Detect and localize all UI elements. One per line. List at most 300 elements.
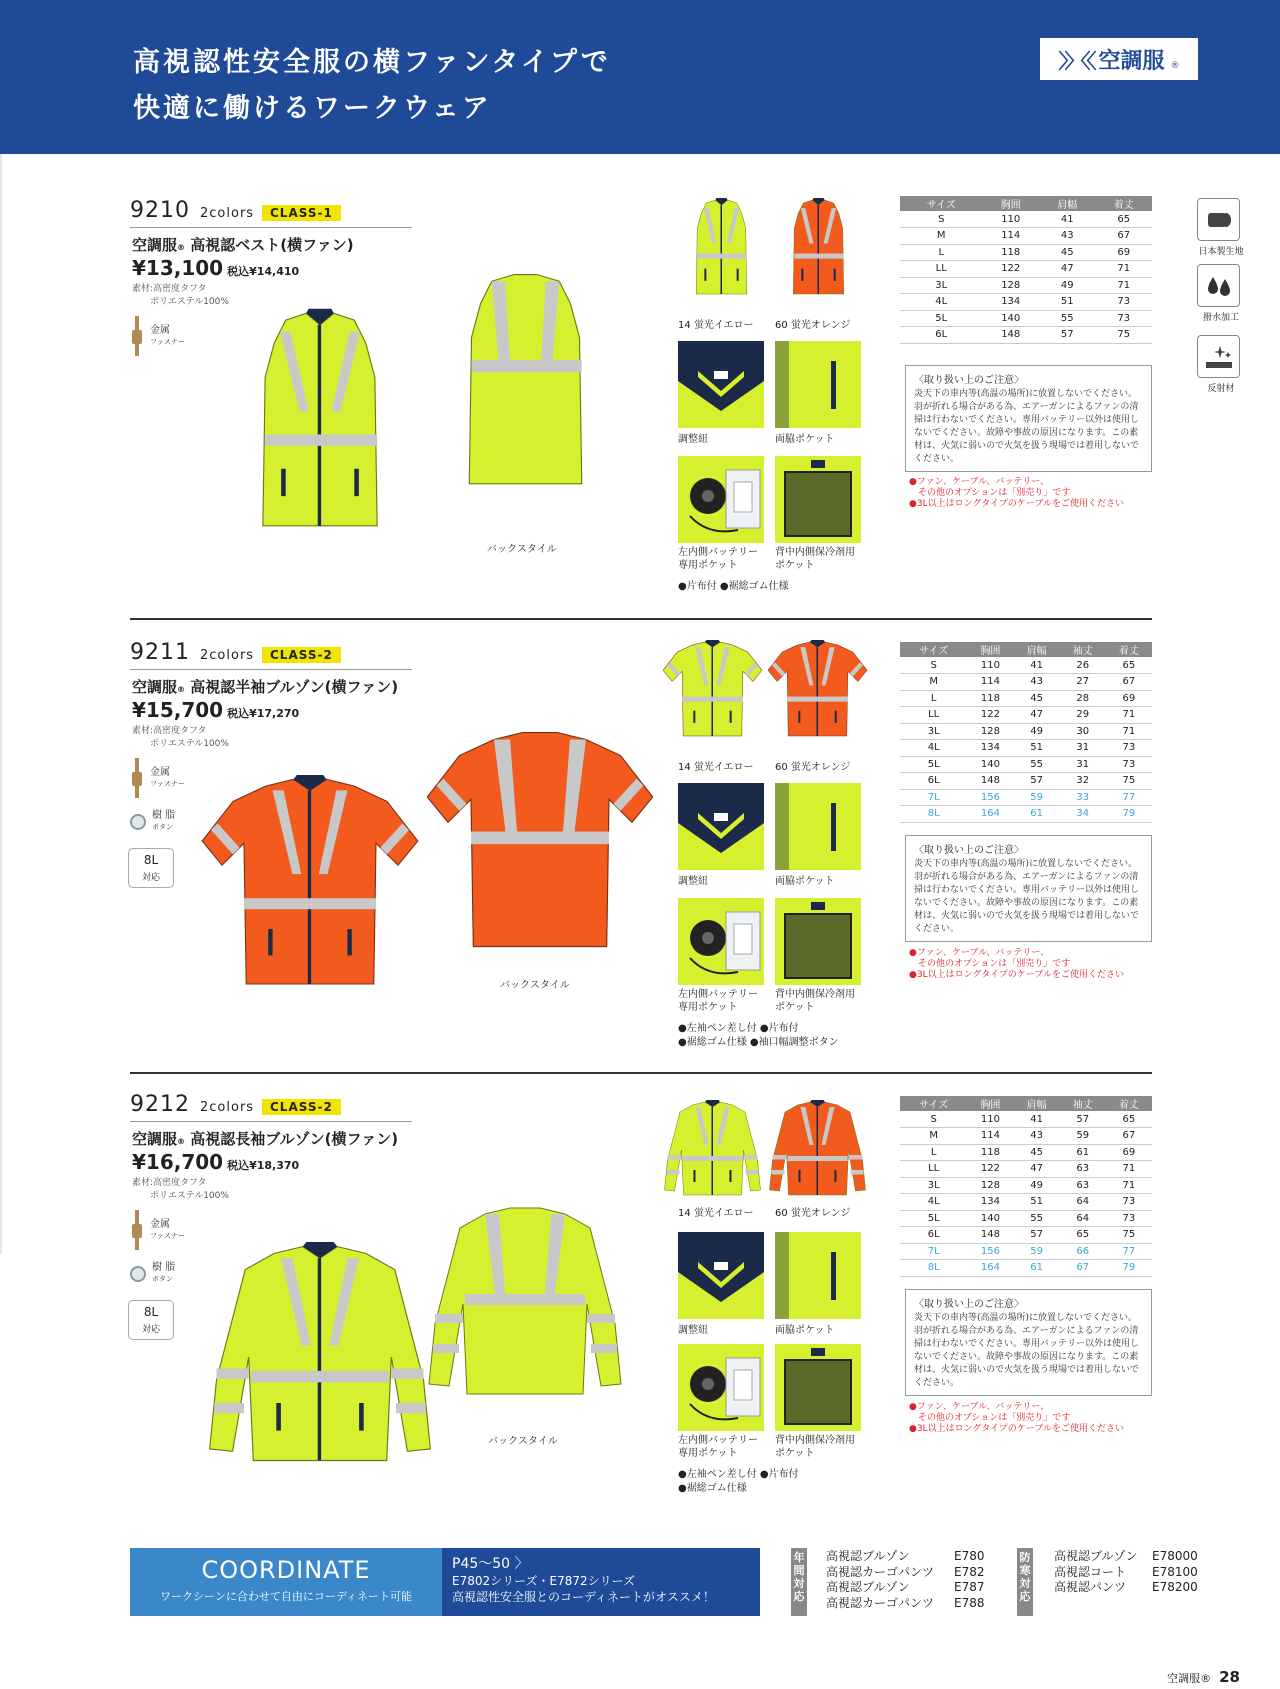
- table-cell: 49: [1014, 1177, 1060, 1194]
- care-body: 炎天下の車内等(高温の場所)に放置しないでください。羽が折れる場合がある為、エアーガンによるファンの清掃は行わないでください。専用バッテリー以外は使用しないでください。故障や事故の原因になります。この素材は、火気に弱いので火気を扱う現場では着用しないでください。: [914, 389, 1140, 464]
- table-cell: 69: [1106, 1144, 1152, 1161]
- page-header: [0, 0, 1280, 154]
- product-price: ¥16,700 税込¥18,370: [132, 1150, 300, 1174]
- list-item: [1054, 1549, 1214, 1565]
- table-cell: 71: [1095, 261, 1152, 278]
- list-item: [1054, 1565, 1214, 1581]
- table-cell: 69: [1106, 690, 1152, 707]
- table-cell: 45: [1039, 244, 1096, 261]
- care-title: 〈取り扱い上のご注意〉: [914, 375, 1024, 386]
- item-name: 高視認ブルゾン: [826, 1549, 910, 1563]
- product-header: [130, 640, 412, 670]
- list-item: [826, 1596, 996, 1612]
- table-cell: 45: [1014, 690, 1060, 707]
- back-style-caption: バックスタイル: [487, 544, 557, 555]
- table-row: [900, 773, 1152, 790]
- care-notice: [905, 365, 1152, 472]
- winter-list: [1054, 1549, 1214, 1596]
- item-name: 高視認パンツ: [1054, 1580, 1127, 1594]
- back-style-caption: バックスタイル: [500, 980, 570, 991]
- table-cell: 65: [1106, 657, 1152, 674]
- vest-front-image: [240, 308, 400, 538]
- features: ●左袖ペン差し付 ●片布付 ●裾総ゴム仕様 ●袖口幅調整ボタン: [678, 1023, 839, 1048]
- table-cell: 43: [1014, 1128, 1060, 1145]
- product-9212: [0, 1092, 1280, 1522]
- color-orange-thumb: [765, 640, 870, 741]
- table-cell: 64: [1060, 1210, 1106, 1227]
- table-cell: L: [900, 690, 967, 707]
- coordinate-info[interactable]: [442, 1548, 760, 1616]
- class-badge: CLASS-2: [262, 647, 341, 663]
- table-cell: 69: [1095, 244, 1152, 261]
- size-table: [900, 196, 1152, 344]
- detail-pocket-image: [775, 1232, 861, 1319]
- detail-mesh-image: [775, 898, 861, 985]
- year-round-list: [826, 1549, 996, 1611]
- table-cell: 122: [967, 1161, 1013, 1178]
- detail-pocket-image: [775, 341, 861, 428]
- care-body: 炎天下の車内等(高温の場所)に放置しないでください。羽が折れる場合がある為、エアーガンによるファンの清掃は行わないでください。専用バッテリー以外は使用しないでください。故障や事故の原因になります。この素材は、火気に弱いので火気を扱う現場では着用しないでください。: [914, 1313, 1140, 1388]
- care-title: 〈取り扱い上のご注意〉: [914, 1299, 1024, 1310]
- features: ●左袖ペン差し付 ●片布付 ●裾総ゴム仕様: [678, 1469, 799, 1494]
- table-cell: 57: [1060, 1111, 1106, 1128]
- table-cell: 114: [967, 1128, 1013, 1145]
- price-with-tax: 税込¥17,270: [227, 707, 300, 720]
- table-cell: 41: [1039, 211, 1096, 228]
- table-cell: 4L: [900, 294, 982, 311]
- list-item: [826, 1565, 996, 1581]
- table-cell: 148: [967, 1227, 1013, 1244]
- table-cell: 118: [982, 244, 1039, 261]
- product-price: ¥15,700 税込¥17,270: [132, 698, 300, 722]
- product-header: [130, 1092, 412, 1122]
- table-cell: 55: [1014, 756, 1060, 773]
- table-row: [900, 228, 1152, 245]
- table-row: [900, 674, 1152, 691]
- table-cell: 63: [1060, 1161, 1106, 1178]
- table-cell: 134: [967, 740, 1013, 757]
- table-cell: 6L: [900, 1227, 967, 1244]
- care-body: 炎天下の車内等(高温の場所)に放置しないでください。羽が折れる場合がある為、エアーガンによるファンの清掃は行わないでください。専用バッテリー以外は使用しないでください。故障や事故の原因になります。この素材は、火気に弱いので火気を扱う現場では着用しないでください。: [914, 859, 1140, 934]
- resin-button-icon: [130, 1266, 146, 1282]
- coordinate-subtitle: ワークシーンに合わせて自由にコーディネート可能: [160, 1590, 412, 1603]
- jacket-back-image: [410, 1204, 640, 1404]
- size-table: [900, 642, 1152, 823]
- class-badge: CLASS-2: [262, 1099, 341, 1115]
- table-cell: 7L: [900, 789, 967, 806]
- size-8l-badge: [128, 1300, 174, 1340]
- table-cell: 110: [967, 657, 1013, 674]
- detail-caption: 調整紐: [678, 876, 708, 887]
- table-cell: 110: [967, 1111, 1013, 1128]
- brand-reg: ®: [1170, 61, 1180, 71]
- table-cell: 114: [967, 674, 1013, 691]
- item-code: E78100: [1152, 1564, 1198, 1579]
- size-8l-label: 8L: [143, 1305, 159, 1319]
- color-orange-thumb: [765, 1100, 870, 1200]
- table-cell: 59: [1014, 1243, 1060, 1260]
- table-cell: L: [900, 1144, 967, 1161]
- table-cell: 59: [1014, 789, 1060, 806]
- color-orange-label: 60 蛍光オレンジ: [775, 320, 851, 331]
- jacket-front-image: [200, 770, 420, 1000]
- table-cell: 75: [1095, 327, 1152, 344]
- coordinate-title: COORDINATE: [201, 1556, 371, 1584]
- size-header: サイズ: [900, 1096, 967, 1111]
- product-colors: 2colors: [200, 1100, 255, 1115]
- table-cell: 64: [1060, 1194, 1106, 1211]
- size-header: 肩幅: [1014, 642, 1060, 657]
- size-header: 着丈: [1095, 196, 1152, 211]
- product-name: 空調服® 高視認ベスト(横ファン): [132, 236, 354, 254]
- table-cell: 4L: [900, 1194, 967, 1211]
- table-cell: 6L: [900, 327, 982, 344]
- price-with-tax: 税込¥14,410: [227, 265, 300, 278]
- table-cell: 66: [1060, 1243, 1106, 1260]
- table-cell: 55: [1014, 1210, 1060, 1227]
- table-row: [900, 1194, 1152, 1211]
- table-row: [900, 327, 1152, 344]
- table-cell: 43: [1039, 228, 1096, 245]
- zipper-label: 金属: [150, 1218, 170, 1230]
- color-yellow-thumb: [660, 1100, 765, 1200]
- size-header: サイズ: [900, 196, 982, 211]
- product-colors: 2colors: [200, 206, 255, 221]
- table-row: [900, 1128, 1152, 1145]
- header-title: [133, 40, 611, 132]
- table-row: [900, 277, 1152, 294]
- product-number: 9212: [130, 1092, 190, 1117]
- table-cell: 164: [967, 1260, 1013, 1277]
- item-code: E78200: [1152, 1580, 1198, 1594]
- table-cell: 73: [1106, 1210, 1152, 1227]
- detail-battery-image: [678, 1344, 764, 1431]
- detail-caption: 背中内側保冷剤用 ポケット: [775, 547, 855, 571]
- detail-pocket-image: [775, 783, 861, 870]
- zipper-icon: [130, 758, 144, 798]
- detail-caption: 調整紐: [678, 434, 708, 445]
- product-colors: 2colors: [200, 648, 255, 663]
- table-cell: 28: [1060, 690, 1106, 707]
- zipper-sublabel: ファスナー: [150, 337, 185, 346]
- header-title-line2: 快適に働けるワークウェア: [133, 93, 492, 124]
- detail-drawcord-image: [678, 341, 764, 428]
- item-name: 高視認ブルゾン: [826, 1580, 910, 1594]
- table-row: [900, 1243, 1152, 1260]
- table-cell: 47: [1014, 1161, 1060, 1178]
- table-cell: 3L: [900, 1177, 967, 1194]
- side-label-reflective: 反射材: [1207, 384, 1235, 394]
- color-yellow-label: 14 蛍光イエロー: [678, 320, 754, 331]
- table-cell: 134: [982, 294, 1039, 311]
- table-cell: 57: [1014, 1227, 1060, 1244]
- care-title: 〈取り扱い上のご注意〉: [914, 845, 1024, 856]
- color-yellow-label: 14 蛍光イエロー: [678, 762, 754, 773]
- button-sublabel: ボタン: [152, 1275, 173, 1283]
- table-cell: 34: [1060, 806, 1106, 823]
- table-cell: LL: [900, 707, 967, 724]
- product-number: 9211: [130, 640, 190, 665]
- zipper-sublabel: ファスナー: [150, 1231, 185, 1240]
- section-divider: [130, 1072, 1152, 1074]
- coordinate-recommend: 高視認性安全服とのコーディネートがオススメ！: [452, 1590, 715, 1604]
- size-8l-sublabel: 対応: [141, 1325, 160, 1335]
- color-orange-thumb: [775, 198, 862, 299]
- table-cell: 31: [1060, 756, 1106, 773]
- table-cell: 8L: [900, 1260, 967, 1277]
- table-cell: LL: [900, 1161, 967, 1178]
- table-cell: 61: [1014, 1260, 1060, 1277]
- table-cell: 63: [1060, 1177, 1106, 1194]
- table-cell: 67: [1060, 1260, 1106, 1277]
- table-cell: LL: [900, 261, 982, 278]
- size-8l-badge: [128, 848, 174, 888]
- table-row: [900, 261, 1152, 278]
- item-name: 高視認カーゴパンツ: [826, 1595, 935, 1610]
- color-yellow-thumb: [678, 198, 765, 299]
- table-row: [900, 723, 1152, 740]
- table-cell: 51: [1014, 740, 1060, 757]
- table-cell: 67: [1106, 1128, 1152, 1145]
- table-cell: 61: [1014, 806, 1060, 823]
- detail-caption: 両脇ポケット: [775, 434, 835, 445]
- table-cell: 47: [1039, 261, 1096, 278]
- material: 素材:高密度タフタ ポリエステル100%: [132, 284, 229, 307]
- header-title-line1: 高視認性安全服の横ファンタイプで: [133, 47, 611, 78]
- table-cell: 73: [1106, 756, 1152, 773]
- table-cell: 128: [967, 1177, 1013, 1194]
- class-badge: CLASS-1: [262, 205, 341, 221]
- table-cell: 156: [967, 789, 1013, 806]
- coordinate-banner: [130, 1548, 442, 1616]
- section-divider: [130, 618, 1152, 620]
- material: 素材:高密度タフタ ポリエステル100%: [132, 726, 229, 749]
- side-label-japan-fabric: 日本製生地: [1198, 247, 1244, 257]
- item-code: E782: [954, 1564, 985, 1579]
- size-header: 胸囲: [967, 642, 1013, 657]
- option-notes: ●ファン、ケーブル、バッテリー、 その他のオプションは「別売り」です ●3L以上はロングタイプのケーブルをご使用ください: [909, 1402, 1124, 1434]
- table-cell: 77: [1106, 1243, 1152, 1260]
- size-header: 胸囲: [982, 196, 1039, 211]
- brand-logo: [1040, 38, 1198, 80]
- size-8l-label: 8L: [143, 853, 159, 867]
- detail-drawcord-image: [678, 1232, 764, 1319]
- zipper-label: 金属: [150, 766, 170, 778]
- resin-button-badge: [130, 810, 175, 833]
- table-cell: 3L: [900, 723, 967, 740]
- table-row: [900, 1260, 1152, 1277]
- table-row: [900, 707, 1152, 724]
- table-cell: 61: [1060, 1144, 1106, 1161]
- detail-caption: 両脇ポケット: [775, 1325, 835, 1336]
- table-row: [900, 1210, 1152, 1227]
- detail-caption: 左内側バッテリー 専用ポケット: [678, 1435, 758, 1459]
- table-cell: 71: [1106, 1177, 1152, 1194]
- features: ●片布付 ●裾総ゴム仕様: [678, 581, 789, 592]
- table-cell: 140: [982, 310, 1039, 327]
- table-row: [900, 1161, 1152, 1178]
- metal-zipper-badge: [130, 1210, 185, 1250]
- table-cell: 51: [1014, 1194, 1060, 1211]
- table-cell: 75: [1106, 773, 1152, 790]
- table-cell: 57: [1039, 327, 1096, 344]
- brand-mark-icon: 〉〉〈〈: [1058, 48, 1093, 73]
- winter-label: 防寒対応: [1017, 1548, 1033, 1616]
- table-cell: S: [900, 657, 967, 674]
- table-cell: 5L: [900, 310, 982, 327]
- table-cell: 49: [1039, 277, 1096, 294]
- size-header: サイズ: [900, 642, 967, 657]
- option-notes: ●ファン、ケーブル、バッテリー、 その他のオプションは「別売り」です ●3L以上はロングタイプのケーブルをご使用ください: [909, 948, 1124, 980]
- detail-caption: 調整紐: [678, 1325, 708, 1336]
- color-yellow-label: 14 蛍光イエロー: [678, 1208, 754, 1219]
- detail-caption: 左内側バッテリー 専用ポケット: [678, 547, 758, 571]
- zipper-label: 金属: [150, 324, 170, 336]
- zipper-icon: [130, 316, 144, 356]
- table-cell: 27: [1060, 674, 1106, 691]
- table-cell: 73: [1095, 310, 1152, 327]
- table-cell: 73: [1095, 294, 1152, 311]
- table-cell: 73: [1106, 1194, 1152, 1211]
- detail-caption: 背中内側保冷剤用 ポケット: [775, 1435, 855, 1459]
- price-with-tax: 税込¥18,370: [227, 1159, 300, 1172]
- back-style-caption: バックスタイル: [488, 1436, 558, 1447]
- table-cell: 31: [1060, 740, 1106, 757]
- size-header: 着丈: [1106, 1096, 1152, 1111]
- product-number: 9210: [130, 198, 190, 223]
- color-orange-label: 60 蛍光オレンジ: [775, 762, 851, 773]
- table-cell: 65: [1095, 211, 1152, 228]
- table-cell: 32: [1060, 773, 1106, 790]
- detail-battery-image: [678, 898, 764, 985]
- table-cell: 77: [1106, 789, 1152, 806]
- product-price: ¥13,100 税込¥14,410: [132, 256, 300, 280]
- coordinate-pages-link[interactable]: P45〜50 〉: [452, 1556, 529, 1572]
- vest-back-image: [438, 270, 613, 495]
- button-sublabel: ボタン: [152, 823, 173, 831]
- detail-battery-image: [678, 456, 764, 543]
- page-footer: [1167, 1668, 1240, 1686]
- table-cell: 118: [967, 690, 1013, 707]
- table-cell: 6L: [900, 773, 967, 790]
- table-cell: 67: [1106, 674, 1152, 691]
- table-cell: 29: [1060, 707, 1106, 724]
- size-header: 着丈: [1106, 642, 1152, 657]
- item-code: E78000: [1152, 1549, 1198, 1563]
- item-code: E780: [954, 1549, 985, 1563]
- table-cell: 49: [1014, 723, 1060, 740]
- list-item: [1054, 1580, 1214, 1596]
- table-row: [900, 1177, 1152, 1194]
- metal-zipper-badge: [130, 316, 185, 356]
- side-label-water-repellent: 撥水加工: [1202, 313, 1239, 323]
- table-cell: 7L: [900, 1243, 967, 1260]
- table-cell: 67: [1095, 228, 1152, 245]
- table-row: [900, 657, 1152, 674]
- item-code: E787: [954, 1580, 985, 1594]
- metal-zipper-badge: [130, 758, 185, 798]
- option-notes: ●ファン、ケーブル、バッテリー、 その他のオプションは「別売り」です ●3L以上はロングタイプのケーブルをご使用ください: [909, 477, 1124, 509]
- care-notice: [905, 1289, 1152, 1396]
- table-cell: 73: [1106, 740, 1152, 757]
- size-8l-sublabel: 対応: [141, 873, 160, 883]
- table-cell: 26: [1060, 657, 1106, 674]
- item-name: 高視認コート: [1054, 1564, 1127, 1579]
- button-label: 樹 脂: [152, 810, 176, 821]
- table-row: [900, 294, 1152, 311]
- table-row: [900, 756, 1152, 773]
- table-cell: 33: [1060, 789, 1106, 806]
- table-row: [900, 244, 1152, 261]
- size-table: [900, 1096, 1152, 1277]
- table-cell: 41: [1014, 657, 1060, 674]
- table-cell: M: [900, 228, 982, 245]
- jacket-back-image: [420, 728, 660, 958]
- table-cell: 164: [967, 806, 1013, 823]
- table-cell: 51: [1039, 294, 1096, 311]
- item-code: E788: [954, 1595, 985, 1610]
- zipper-sublabel: ファスナー: [150, 779, 185, 788]
- table-cell: 55: [1039, 310, 1096, 327]
- detail-caption: 両脇ポケット: [775, 876, 835, 887]
- table-row: [900, 1144, 1152, 1161]
- detail-mesh-image: [775, 1344, 861, 1431]
- table-cell: 148: [982, 327, 1039, 344]
- table-cell: 5L: [900, 756, 967, 773]
- table-cell: 128: [982, 277, 1039, 294]
- list-item: [826, 1549, 996, 1565]
- table-cell: 134: [967, 1194, 1013, 1211]
- table-cell: 148: [967, 773, 1013, 790]
- detail-caption: 背中内側保冷剤用 ポケット: [775, 989, 855, 1013]
- table-cell: 3L: [900, 277, 982, 294]
- product-name: 空調服® 高視認半袖ブルゾン(横ファン): [132, 678, 399, 696]
- material: 素材:高密度タフタ ポリエステル100%: [132, 1178, 229, 1201]
- table-cell: 140: [967, 1210, 1013, 1227]
- table-cell: 118: [967, 1144, 1013, 1161]
- page-number: 28: [1219, 1668, 1240, 1686]
- table-cell: 110: [982, 211, 1039, 228]
- table-cell: 8L: [900, 806, 967, 823]
- table-cell: S: [900, 211, 982, 228]
- table-cell: 122: [982, 261, 1039, 278]
- table-cell: 128: [967, 723, 1013, 740]
- year-round-label: 年間対応: [791, 1548, 807, 1616]
- table-row: [900, 740, 1152, 757]
- resin-button-badge: [130, 1262, 175, 1285]
- table-cell: 59: [1060, 1128, 1106, 1145]
- table-cell: 71: [1106, 1161, 1152, 1178]
- size-header: 胸囲: [967, 1096, 1013, 1111]
- table-row: [900, 310, 1152, 327]
- care-notice: [905, 835, 1152, 942]
- table-cell: 45: [1014, 1144, 1060, 1161]
- jacket-front-image: [200, 1242, 440, 1472]
- table-cell: 5L: [900, 1210, 967, 1227]
- table-cell: 114: [982, 228, 1039, 245]
- size-header: 袖丈: [1060, 1096, 1106, 1111]
- button-label: 樹 脂: [152, 1262, 176, 1273]
- table-cell: 122: [967, 707, 1013, 724]
- table-cell: S: [900, 1111, 967, 1128]
- table-cell: 57: [1014, 773, 1060, 790]
- table-row: [900, 789, 1152, 806]
- detail-drawcord-image: [678, 783, 764, 870]
- resin-button-icon: [130, 814, 146, 830]
- table-row: [900, 806, 1152, 823]
- detail-mesh-image: [775, 456, 861, 543]
- brand-text: 空調服: [1098, 48, 1165, 74]
